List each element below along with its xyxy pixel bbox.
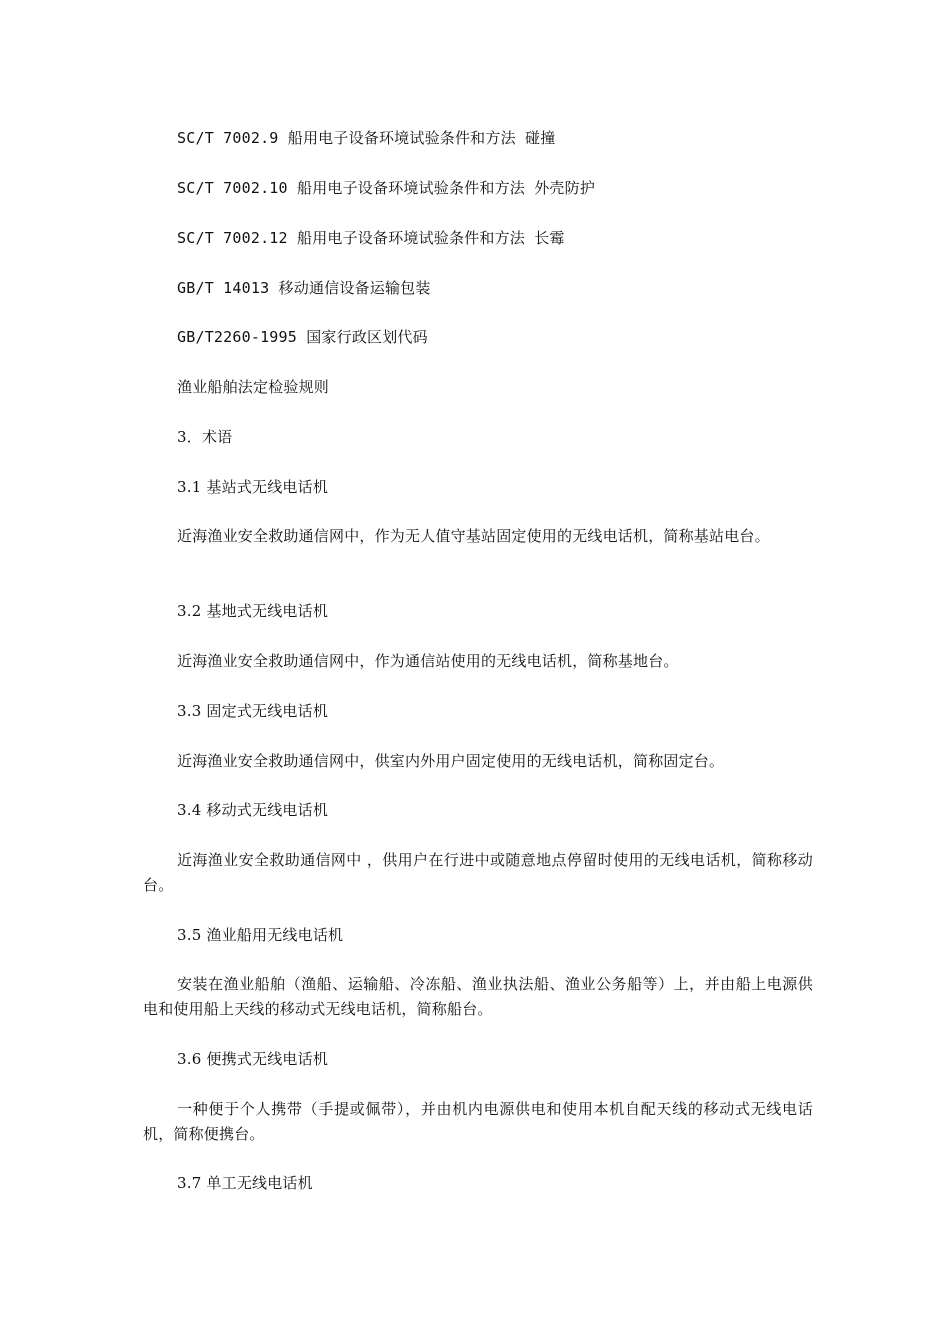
term-heading: 3.5 渔业船用无线电话机: [177, 926, 344, 944]
term-definition: 一种便于个人携带（手提或佩带），并由机内电源供电和使用本机自配天线的移动式无线电话机，简称便携台。: [143, 1100, 813, 1143]
reference-standard-line: 渔业船舶法定检验规则: [177, 378, 330, 396]
reference-standard-line: SC/T 7002.10 船用电子设备环境试验条件和方法 外壳防护: [177, 179, 596, 197]
term-definition: 近海渔业安全救助通信网中，作为无人值守基站固定使用的无线电话机，简称基站电台。: [177, 527, 770, 545]
reference-standard-line: GB/T2260-1995 国家行政区划代码: [177, 328, 428, 346]
term-definition: 安装在渔业船舶（渔船、运输船、冷冻船、渔业执法船、渔业公务船等）上，并由船上电源供电和使用船上天线的移动式无线电话机，简称船台。: [143, 975, 813, 1018]
term-definition: 近海渔业安全救助通信网中 ，供用户在行进中或随意地点停留时使用的无线电话机，简称移动台。: [143, 851, 813, 894]
term-heading: 3.1 基站式无线电话机: [177, 478, 329, 496]
section-heading: 3．术语: [177, 428, 233, 446]
reference-standard-line: SC/T 7002.9 船用电子设备环境试验条件和方法 碰撞: [177, 129, 556, 147]
term-definition: 近海渔业安全救助通信网中，供室内外用户固定使用的无线电话机，简称固定台。: [177, 752, 725, 770]
reference-standard-line: SC/T 7002.12 船用电子设备环境试验条件和方法 长霉: [177, 229, 565, 247]
term-heading: 3.4 移动式无线电话机: [177, 801, 329, 819]
term-heading: 3.3 固定式无线电话机: [177, 702, 329, 720]
reference-standard-line: GB/T 14013 移动通信设备运输包装: [177, 279, 431, 297]
term-heading: 3.6 便携式无线电话机: [177, 1050, 329, 1068]
term-definition: 近海渔业安全救助通信网中，作为通信站使用的无线电话机，简称基地台。: [177, 652, 679, 670]
term-heading: 3.7 单工无线电话机: [177, 1174, 313, 1192]
term-heading: 3.2 基地式无线电话机: [177, 602, 329, 620]
